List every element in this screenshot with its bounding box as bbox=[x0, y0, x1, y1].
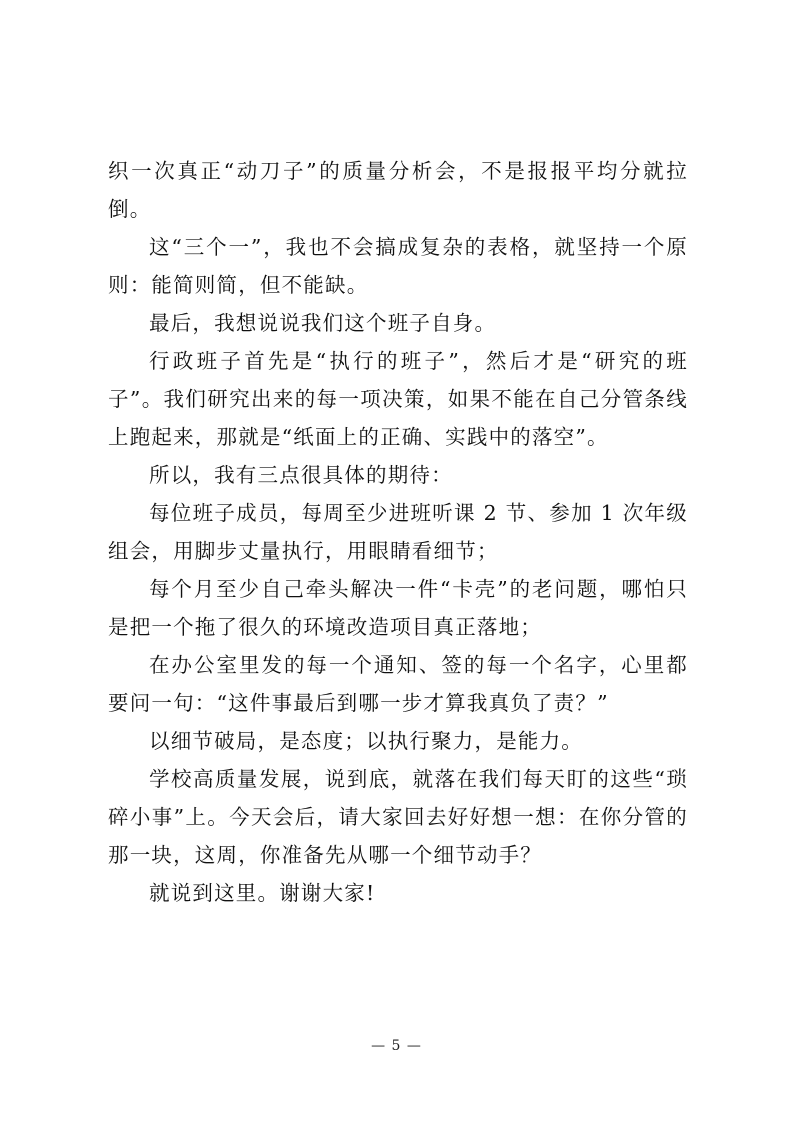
paragraph: 最后，我想说说我们这个班子自身。 bbox=[149, 311, 497, 335]
paragraph: 以细节破局，是态度；以执行聚力，是能力。 bbox=[149, 729, 583, 753]
paragraph: 所以，我有三点很具体的期待： bbox=[149, 463, 453, 487]
paragraph: 在办公室里发的每一个通知、签的每一个名字，心里都要问一句：“这件事最后到哪一步才算我真负了责？” bbox=[108, 653, 688, 715]
paragraph: 每位班子成员，每周至少进班听课 2 节、参加 1 次年级组会，用脚步丈量执行，用眼睛看细节； bbox=[108, 501, 688, 563]
paragraph: 这“三个一”，我也不会搞成复杂的表格，就坚持一个原则：能简则简，但不能缺。 bbox=[108, 235, 688, 297]
paragraph: 行政班子首先是“执行的班子”，然后才是“研究的班子”。我们研究出来的每一项决策，如果不能在自己分管条线上跑起来，那就是“纸面上的正确、实践中的落空”。 bbox=[108, 349, 688, 449]
page-number: — 5 — bbox=[371, 1038, 422, 1054]
paragraph-continued: 织一次真正“动刀子”的质量分析会，不是报报平均分就拉倒。 bbox=[108, 159, 688, 221]
paragraph: 每个月至少自己牵头解决一件“卡壳”的老问题，哪怕只是把一个拖了很久的环境改造项目真正落地； bbox=[108, 577, 688, 639]
document-body bbox=[108, 152, 688, 912]
paragraph: 就说到这里。谢谢大家! bbox=[149, 881, 376, 905]
paragraph: 学校高质量发展，说到底，就落在我们每天盯的这些“琐碎小事”上。今天会后，请大家回去好好想一想：在你分管的那一块，这周，你准备先从哪一个细节动手？ bbox=[108, 767, 688, 867]
